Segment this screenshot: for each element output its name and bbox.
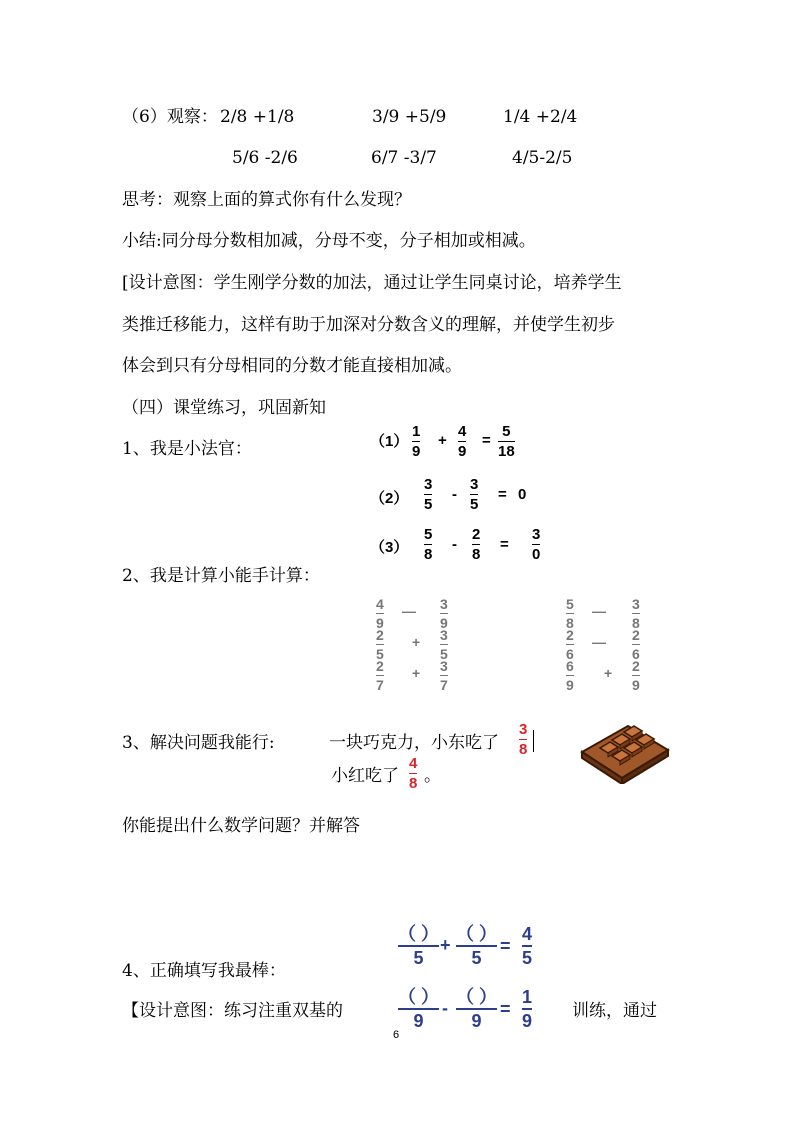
fraction: 3 5 <box>470 476 479 513</box>
q1-title: 1、我是小法官： <box>122 439 252 459</box>
operator: = <box>498 486 507 503</box>
design-intent-2-end: 训练，通过 <box>572 1001 657 1021</box>
fraction: （ ） 9 <box>398 987 440 1031</box>
design-intent-line: 体会到只有分母相同的分数才能直接相加减。 <box>122 356 462 376</box>
operator: + <box>412 665 421 681</box>
fraction: 5 8 <box>424 526 433 563</box>
summary: 小结:同分母分数相加减，分母不变，分子相加或相减。 <box>122 231 536 251</box>
problem-text: 一块巧克力，小东吃了 <box>329 733 499 753</box>
expression: 5/6 -2/6 <box>232 148 298 168</box>
operator: = <box>500 536 509 553</box>
fraction: 4 8 <box>409 755 418 792</box>
divider <box>533 730 534 752</box>
section-heading: （四）课堂练习，巩固新知 <box>122 398 326 418</box>
operator: — <box>592 634 606 650</box>
design-intent-line: [设计意图：学生刚学分数的加法，通过让学生同桌讨论，培养学生 <box>122 273 622 293</box>
fraction: 3 9 <box>440 596 448 631</box>
problem-text: 小红吃了 <box>331 766 399 786</box>
operator: + <box>438 432 447 449</box>
fraction: 3 7 <box>440 658 448 693</box>
fraction: 3 5 <box>424 476 433 513</box>
q2-title: 2、我是计算小能手计算： <box>122 566 320 586</box>
expression: 1/4 +2/4 <box>503 107 578 127</box>
fraction: 5 8 <box>566 596 574 631</box>
chocolate-icon <box>578 712 672 784</box>
operator: - <box>452 536 457 553</box>
operator: + <box>412 634 421 650</box>
fraction: 2 6 <box>632 627 640 662</box>
item-number: （3） <box>370 539 409 556</box>
fraction: 4 5 <box>522 924 533 968</box>
fraction: 2 5 <box>376 627 384 662</box>
fraction: 5 18 <box>498 423 515 460</box>
operator: - <box>452 486 457 503</box>
problem-text: 。 <box>424 766 441 786</box>
expression: 4/5-2/5 <box>512 148 573 168</box>
fraction: 3 8 <box>632 596 640 631</box>
fraction: 2 8 <box>472 526 481 563</box>
operator: + <box>440 935 451 955</box>
design-intent-2: 【设计意图：练习注重双基的 <box>122 1001 343 1021</box>
observe-label: （6）观察： <box>122 107 218 127</box>
operator: = <box>500 999 511 1019</box>
fraction: 2 9 <box>632 658 640 693</box>
fraction: （ ） 5 <box>456 924 498 968</box>
fraction: 1 9 <box>412 423 421 460</box>
item-number: （2） <box>370 490 409 507</box>
think-question: 思考：观察上面的算式你有什么发现？ <box>122 190 411 210</box>
fraction: 3 8 <box>519 721 528 758</box>
expression: 3/9 +5/9 <box>372 107 447 127</box>
fraction: 3 0 <box>532 526 541 563</box>
fraction: （ ） 9 <box>456 987 498 1031</box>
expression: 6/7 -3/7 <box>371 148 437 168</box>
operator: = <box>482 432 491 449</box>
page-number: 6 <box>393 1029 400 1041</box>
fraction: 2 6 <box>566 627 574 662</box>
fraction: 3 5 <box>440 627 448 662</box>
ask-question: 你能提出什么数学问题？并解答 <box>122 816 360 836</box>
operator: — <box>592 603 606 619</box>
fraction: 4 9 <box>376 596 384 631</box>
fraction: 6 9 <box>566 658 574 693</box>
fraction: 1 9 <box>522 987 533 1031</box>
result: 0 <box>518 486 527 503</box>
operator: + <box>604 665 613 681</box>
item-number: （1） <box>370 433 409 450</box>
fraction: 2 7 <box>376 658 384 693</box>
operator: — <box>402 603 416 619</box>
q4-title: 4、正确填写我最棒： <box>122 961 286 981</box>
expression: 2/8 +1/8 <box>220 107 295 127</box>
operator: = <box>500 936 511 956</box>
fraction: （ ） 5 <box>398 924 440 968</box>
design-intent-line: 类推迁移能力，这样有助于加深对分数含义的理解，并使学生初步 <box>122 315 615 335</box>
operator: - <box>442 998 448 1018</box>
fraction: 4 9 <box>458 423 467 460</box>
q3-title: 3、解决问题我能行: <box>122 733 275 753</box>
